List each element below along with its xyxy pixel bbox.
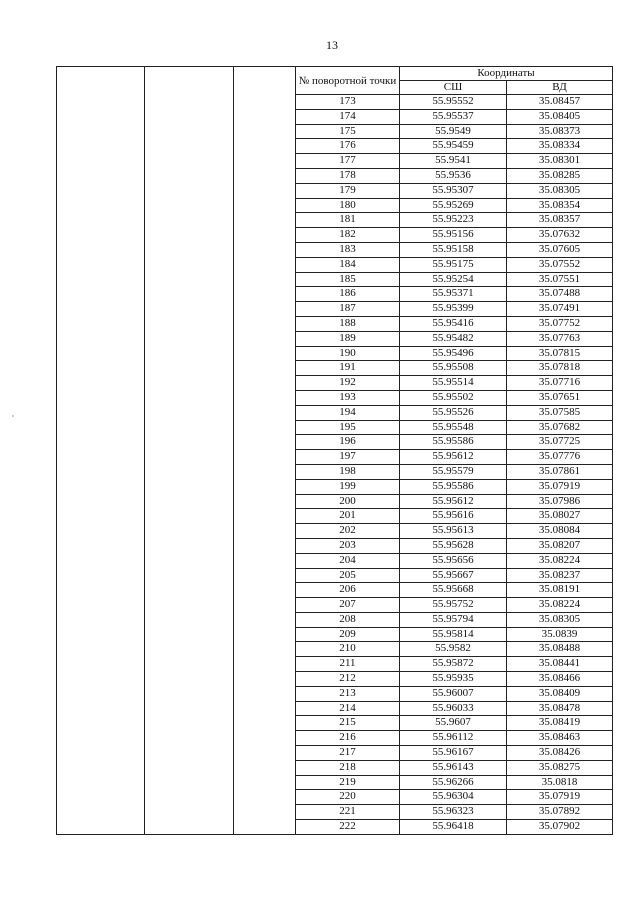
lat-cell: 55.95175: [400, 257, 507, 272]
point-number-cell: 194: [296, 405, 400, 420]
lat-cell: 55.95399: [400, 302, 507, 317]
lat-cell: 55.95616: [400, 509, 507, 524]
lon-cell: 35.07763: [507, 331, 613, 346]
lon-cell: 35.07752: [507, 316, 613, 331]
lat-cell: 55.96418: [400, 820, 507, 835]
lat-cell: 55.96323: [400, 805, 507, 820]
lon-cell: 35.07605: [507, 242, 613, 257]
lat-cell: 55.95548: [400, 420, 507, 435]
lat-cell: 55.96033: [400, 701, 507, 716]
blank-column-2: [145, 67, 234, 835]
point-number-cell: 176: [296, 139, 400, 154]
lon-cell: 35.08334: [507, 139, 613, 154]
lat-cell: 55.95552: [400, 95, 507, 110]
lon-cell: 35.07632: [507, 228, 613, 243]
lat-cell: 55.9549: [400, 124, 507, 139]
lon-cell: 35.08354: [507, 198, 613, 213]
lon-cell: 35.08301: [507, 154, 613, 169]
lon-cell: 35.07986: [507, 494, 613, 509]
lat-cell: 55.95752: [400, 598, 507, 613]
lat-cell: 55.95794: [400, 612, 507, 627]
point-number-cell: 189: [296, 331, 400, 346]
lon-cell: 35.08207: [507, 538, 613, 553]
lat-cell: 55.95307: [400, 183, 507, 198]
point-number-cell: 214: [296, 701, 400, 716]
lon-cell: 35.08373: [507, 124, 613, 139]
blank-column-3: [234, 67, 296, 835]
lon-cell: 35.07725: [507, 435, 613, 450]
lon-cell: 35.08488: [507, 642, 613, 657]
lon-cell: 35.07552: [507, 257, 613, 272]
point-number-cell: 204: [296, 553, 400, 568]
lon-cell: 35.08478: [507, 701, 613, 716]
lat-cell: 55.96266: [400, 775, 507, 790]
lon-cell: 35.08463: [507, 731, 613, 746]
lon-cell: 35.07919: [507, 479, 613, 494]
lat-cell: 55.95935: [400, 672, 507, 687]
point-number-cell: 195: [296, 420, 400, 435]
point-number-cell: 220: [296, 790, 400, 805]
point-number-cell: 177: [296, 154, 400, 169]
lat-cell: 55.95667: [400, 568, 507, 583]
lat-cell: 55.95416: [400, 316, 507, 331]
lon-cell: 35.07861: [507, 464, 613, 479]
point-number-cell: 212: [296, 672, 400, 687]
lat-cell: 55.95612: [400, 494, 507, 509]
lon-cell: 35.08357: [507, 213, 613, 228]
point-number-cell: 174: [296, 109, 400, 124]
point-number-cell: 184: [296, 257, 400, 272]
point-number-cell: 222: [296, 820, 400, 835]
lat-cell: 55.95371: [400, 287, 507, 302]
lat-cell: 55.95613: [400, 524, 507, 539]
point-number-cell: 193: [296, 390, 400, 405]
point-number-cell: 203: [296, 538, 400, 553]
point-number-cell: 191: [296, 361, 400, 376]
point-number-cell: 175: [296, 124, 400, 139]
point-number-cell: 199: [296, 479, 400, 494]
point-number-cell: 180: [296, 198, 400, 213]
point-number-cell: 217: [296, 746, 400, 761]
lat-cell: 55.95586: [400, 479, 507, 494]
point-number-cell: 182: [296, 228, 400, 243]
coordinates-table: [56, 66, 613, 835]
lat-cell: 55.95459: [400, 139, 507, 154]
lon-cell: 35.07716: [507, 376, 613, 391]
lon-cell: 35.08191: [507, 583, 613, 598]
point-number-cell: 178: [296, 168, 400, 183]
lat-cell: 55.95254: [400, 272, 507, 287]
lon-cell: 35.08466: [507, 672, 613, 687]
lat-cell: 55.9536: [400, 168, 507, 183]
lat-cell: 55.95668: [400, 583, 507, 598]
lat-cell: 55.95496: [400, 346, 507, 361]
point-number-cell: 207: [296, 598, 400, 613]
lon-cell: 35.07815: [507, 346, 613, 361]
lon-cell: 35.08275: [507, 760, 613, 775]
lon-cell: 35.08457: [507, 95, 613, 110]
lon-cell: 35.07551: [507, 272, 613, 287]
lon-cell: 35.07818: [507, 361, 613, 376]
point-number-cell: 187: [296, 302, 400, 317]
lon-cell: 35.08426: [507, 746, 613, 761]
lat-cell: 55.9607: [400, 716, 507, 731]
point-number-cell: 208: [296, 612, 400, 627]
lat-cell: 55.95482: [400, 331, 507, 346]
lat-cell: 55.95508: [400, 361, 507, 376]
lon-cell: 35.0839: [507, 627, 613, 642]
lon-cell: 35.08084: [507, 524, 613, 539]
lon-cell: 35.08237: [507, 568, 613, 583]
point-number-cell: 181: [296, 213, 400, 228]
point-number-cell: 186: [296, 287, 400, 302]
lon-cell: 35.07585: [507, 405, 613, 420]
point-number-cell: 211: [296, 657, 400, 672]
lon-header: ВД: [507, 81, 613, 95]
table-header-row: [57, 67, 613, 81]
lat-cell: 55.95537: [400, 109, 507, 124]
point-number-cell: 200: [296, 494, 400, 509]
point-number-cell: 198: [296, 464, 400, 479]
page-number: 13: [326, 38, 338, 52]
lat-cell: 55.95612: [400, 450, 507, 465]
lat-cell: 55.9541: [400, 154, 507, 169]
point-number-cell: 197: [296, 450, 400, 465]
lon-cell: 35.07651: [507, 390, 613, 405]
lon-cell: 35.07491: [507, 302, 613, 317]
point-number-cell: 173: [296, 95, 400, 110]
lon-cell: 35.0818: [507, 775, 613, 790]
blank-column-1: [57, 67, 145, 835]
lat-cell: 55.95628: [400, 538, 507, 553]
lon-cell: 35.07488: [507, 287, 613, 302]
coordinates-header: Координаты: [400, 67, 613, 81]
lat-cell: 55.95814: [400, 627, 507, 642]
lat-cell: 55.96167: [400, 746, 507, 761]
lon-cell: 35.08419: [507, 716, 613, 731]
point-number-cell: 185: [296, 272, 400, 287]
point-number-cell: 205: [296, 568, 400, 583]
lon-cell: 35.07919: [507, 790, 613, 805]
point-number-cell: 188: [296, 316, 400, 331]
lat-cell: 55.95156: [400, 228, 507, 243]
lon-cell: 35.07682: [507, 420, 613, 435]
lat-cell: 55.96007: [400, 686, 507, 701]
lon-cell: 35.08441: [507, 657, 613, 672]
lat-cell: 55.95514: [400, 376, 507, 391]
point-number-cell: 213: [296, 686, 400, 701]
lat-header: СШ: [400, 81, 507, 95]
lon-cell: 35.07892: [507, 805, 613, 820]
point-number-cell: 179: [296, 183, 400, 198]
lat-cell: 55.95586: [400, 435, 507, 450]
lat-cell: 55.9582: [400, 642, 507, 657]
point-number-cell: 202: [296, 524, 400, 539]
lat-cell: 55.95502: [400, 390, 507, 405]
point-number-cell: 221: [296, 805, 400, 820]
point-number-cell: 209: [296, 627, 400, 642]
point-number-cell: 201: [296, 509, 400, 524]
lat-cell: 55.95223: [400, 213, 507, 228]
lat-cell: 55.95158: [400, 242, 507, 257]
lat-cell: 55.95656: [400, 553, 507, 568]
point-number-cell: 210: [296, 642, 400, 657]
lon-cell: 35.08305: [507, 183, 613, 198]
lon-cell: 35.08409: [507, 686, 613, 701]
point-number-cell: 215: [296, 716, 400, 731]
lon-cell: 35.08305: [507, 612, 613, 627]
point-number-cell: 216: [296, 731, 400, 746]
lat-cell: 55.96143: [400, 760, 507, 775]
lon-cell: 35.08224: [507, 598, 613, 613]
lat-cell: 55.96304: [400, 790, 507, 805]
lon-cell: 35.07902: [507, 820, 613, 835]
lat-cell: 55.95526: [400, 405, 507, 420]
point-number-cell: 190: [296, 346, 400, 361]
point-number-cell: 219: [296, 775, 400, 790]
scan-speck: [12, 415, 14, 417]
lon-cell: 35.08285: [507, 168, 613, 183]
point-number-cell: 196: [296, 435, 400, 450]
lon-cell: 35.08224: [507, 553, 613, 568]
lat-cell: 55.95872: [400, 657, 507, 672]
lat-cell: 55.95579: [400, 464, 507, 479]
point-number-cell: 183: [296, 242, 400, 257]
point-number-cell: 192: [296, 376, 400, 391]
lon-cell: 35.07776: [507, 450, 613, 465]
lat-cell: 55.95269: [400, 198, 507, 213]
point-number-cell: 206: [296, 583, 400, 598]
lat-cell: 55.96112: [400, 731, 507, 746]
lon-cell: 35.08027: [507, 509, 613, 524]
point-number-header: № поворотной точки: [296, 67, 400, 95]
lon-cell: 35.08405: [507, 109, 613, 124]
point-number-cell: 218: [296, 760, 400, 775]
